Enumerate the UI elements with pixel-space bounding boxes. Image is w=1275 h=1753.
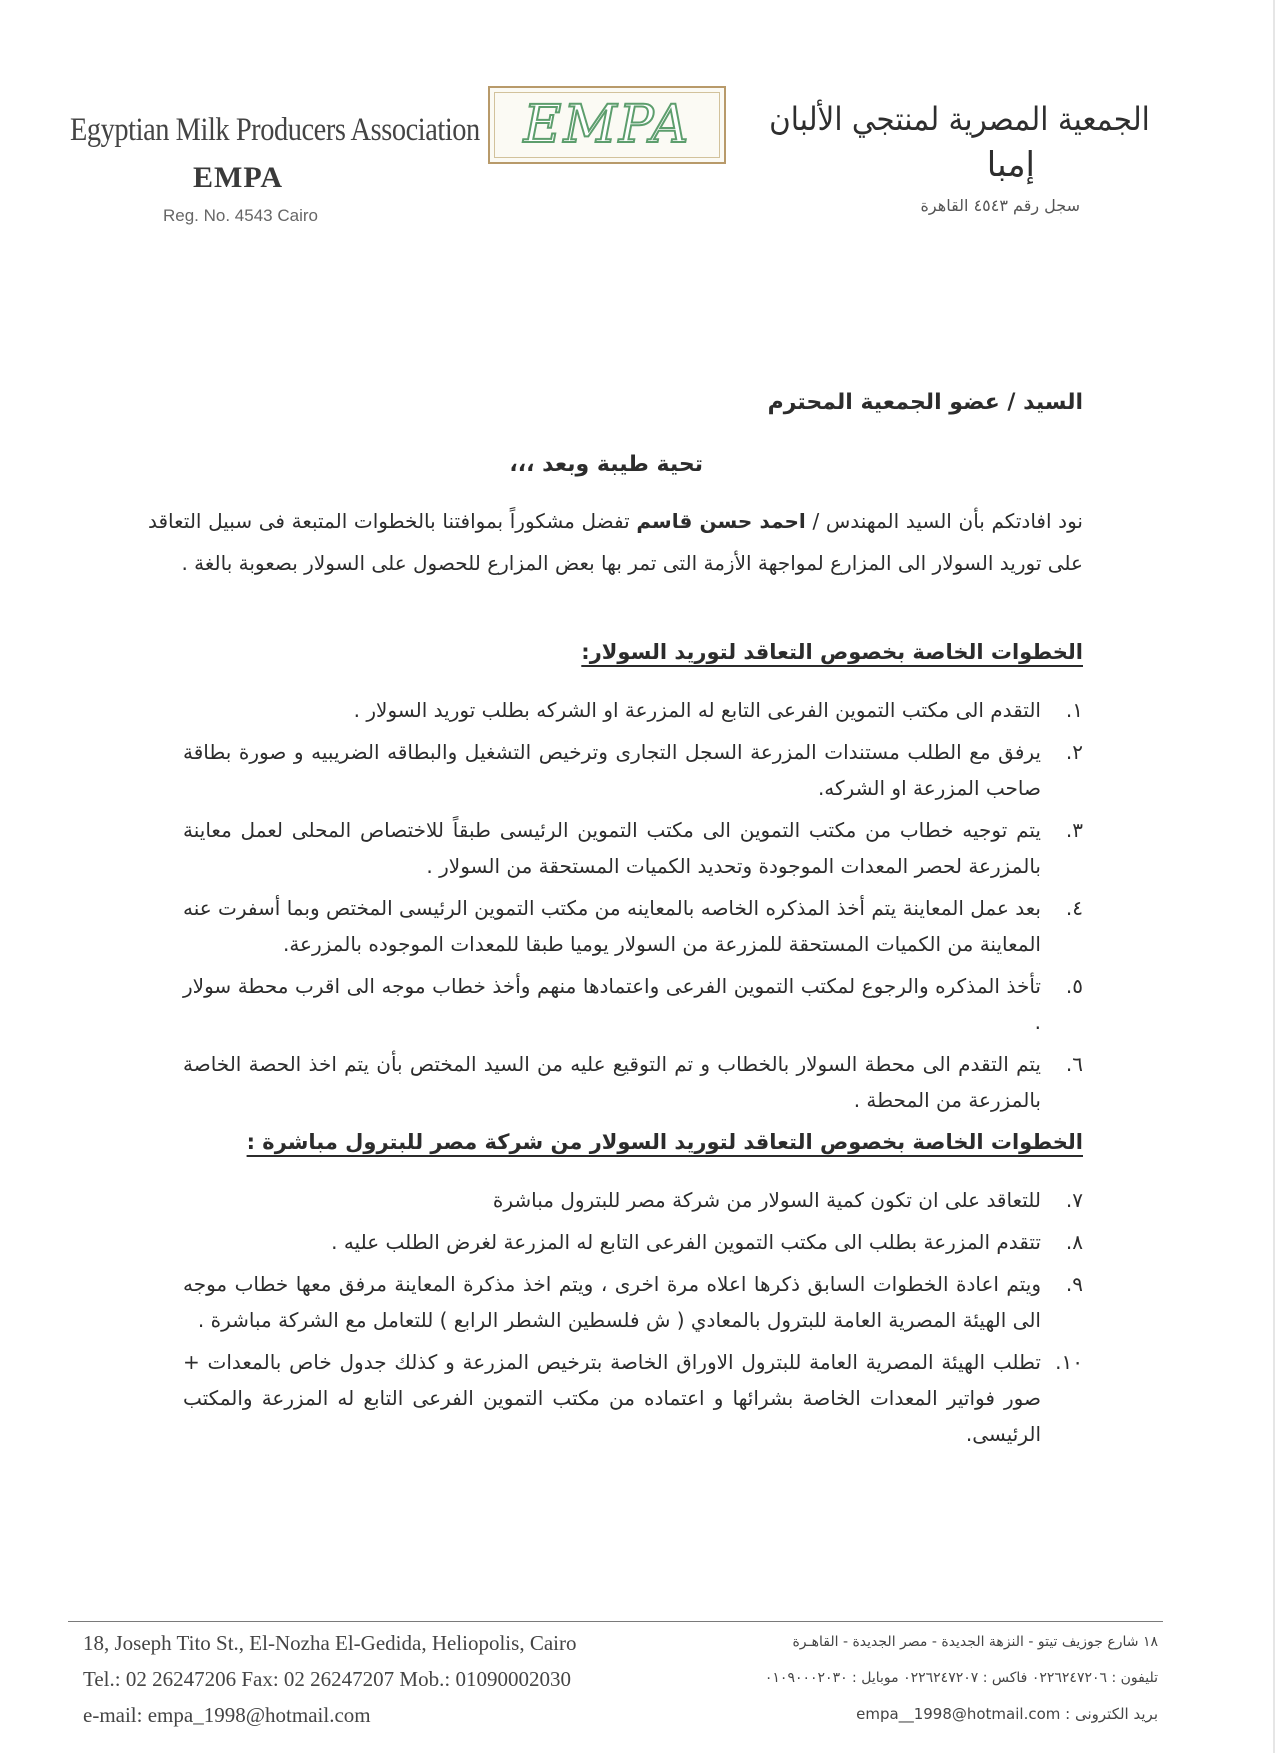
step-text: يتم التقدم الى محطة السولار بالخطاب و تم التوقيع عليه من السيد المختص بأن يتم اخذ الحصة الخاصة بالمزرعة من المحطة . bbox=[183, 1052, 1041, 1112]
section-heading-petroleum-company: الخطوات الخاصة بخصوص التعاقد لتوريد السولار من شركة مصر للبترول مباشرة : bbox=[246, 1130, 1083, 1154]
step-number: ٢. bbox=[1065, 740, 1083, 764]
list-item bbox=[183, 1046, 1083, 1118]
list-item bbox=[183, 692, 1083, 728]
step-number: ٦. bbox=[1065, 1052, 1083, 1076]
step-number: ١. bbox=[1065, 698, 1083, 722]
logo-text: EMPA bbox=[523, 95, 691, 155]
english-registration-number: Reg. No. 4543 Cairo bbox=[163, 206, 318, 225]
list-item bbox=[183, 1344, 1083, 1452]
steps-list-petroleum-company bbox=[183, 1182, 1083, 1458]
step-text: تطلب الهيئة المصرية العامة للبترول الاوراق الخاصة بترخيص المزرعة و كذلك جدول خاص بالمعدات + صور فواتير المعدات الخاصة بشرائها و اعتماده من مكتب التموين الفرعى التابع له المزرعة والمكتب الرئيسى. bbox=[183, 1350, 1041, 1446]
english-association-abbr: EMPA bbox=[193, 161, 284, 194]
arabic-association-abbr: إمبا bbox=[986, 145, 1035, 185]
list-item bbox=[183, 812, 1083, 884]
step-text: تتقدم المزرعة بطلب الى مكتب التموين الفرعى التابع له المزرعة لغرض الطلب عليه . bbox=[331, 1230, 1041, 1254]
arabic-registration-number: سجل رقم ٤٥٤٣ القاهرة bbox=[920, 196, 1080, 215]
step-number: ٤. bbox=[1065, 896, 1083, 920]
footer-divider bbox=[68, 1621, 1163, 1622]
step-text: يتم توجيه خطاب من مكتب التموين الى مكتب التموين الرئيسى طبقاً للاختصاص المحلى لعمل معاينة بالمزرعة لحصر المعدات الموجودة وتحديد الكميات المستحقة من السولار . bbox=[183, 818, 1041, 878]
step-text: تأخذ المذكره والرجوع لمكتب التموين الفرعى واعتمادها منهم وأخذ خطاب موجه الى اقرب محطة سولار . bbox=[183, 974, 1041, 1034]
step-text: بعد عمل المعاينة يتم أخذ المذكره الخاصه بالمعاينه من مكتب التموين الرئيسى المختص وبما أسفرت عنه المعاينة من الكميات المستحقة للمزرعة من السولار يوميا طبقا للمعدات الموجوده بالمزرعة. bbox=[183, 896, 1041, 956]
footer-english-email: e-mail: empa_1998@hotmail.com bbox=[83, 1703, 371, 1727]
step-number: ٨. bbox=[1065, 1230, 1083, 1254]
step-number: ٩. bbox=[1065, 1272, 1083, 1296]
intro-text-end: تفضل مشكوراً بموافتنا بالخطوات المتبعة فى سبيل التعاقد على توريد السولار الى المزارع لمواجهة الأزمة التى تمر بها بعض المزارع للحصول على السولار بصعوبة بالغة . bbox=[148, 509, 1083, 575]
steps-list-local-supply bbox=[183, 692, 1083, 1124]
step-number: ١٠. bbox=[1055, 1350, 1083, 1374]
step-text: يرفق مع الطلب مستندات المزرعة السجل التجارى وترخيص التشغيل والبطاقه الضريبيه و صورة بطاقة صاحب المزرعة او الشركه. bbox=[183, 740, 1041, 800]
intro-text-start: نود افادتكم بأن السيد المهندس / bbox=[805, 509, 1083, 533]
step-number: ٥. bbox=[1065, 974, 1083, 998]
list-item bbox=[183, 890, 1083, 962]
letter-intro-paragraph bbox=[148, 500, 1083, 584]
list-item bbox=[183, 734, 1083, 806]
step-number: ٣. bbox=[1065, 818, 1083, 842]
step-text: التقدم الى مكتب التموين الفرعى التابع له المزرعة او الشركه بطلب توريد السولار . bbox=[353, 698, 1041, 722]
arabic-association-name: الجمعية المصرية لمنتجي الألبان bbox=[769, 100, 1150, 138]
footer-arabic-address: ١٨ شارع جوزيف تيتو - النزهة الجديدة - مصر الجديدة - القاهـرة bbox=[792, 1634, 1158, 1650]
logo-frame bbox=[494, 92, 720, 158]
letter-salutation: السيد / عضو الجمعية المحترم bbox=[767, 390, 1083, 415]
list-item bbox=[183, 1182, 1083, 1218]
step-text: للتعاقد على ان تكون كمية السولار من شركة مصر للبترول مباشرة bbox=[492, 1188, 1041, 1212]
list-item bbox=[183, 1224, 1083, 1260]
step-text: ويتم اعادة الخطوات السابق ذكرها اعلاه مرة اخرى ، ويتم اخذ مذكرة المعاينة مرفق معها خطاب موجه الى الهيئة المصرية العامة للبترول بالمعادي ( ش فلسطين الشطر الرابع ) للتعامل مع الشركة مباشرة . bbox=[183, 1272, 1041, 1332]
step-number: ٧. bbox=[1065, 1188, 1083, 1212]
footer-arabic-email: بريد الكترونى : empa__1998@hotmail.com bbox=[856, 1705, 1158, 1723]
footer-english-address: 18, Joseph Tito St., El-Nozha El-Gedida, Heliopolis, Cairo bbox=[83, 1631, 577, 1655]
letter-greeting: تحية طيبة وبعد ،،، bbox=[509, 452, 703, 477]
list-item bbox=[183, 1266, 1083, 1338]
engineer-name: احمد حسن قاسم bbox=[636, 509, 806, 533]
list-item bbox=[183, 968, 1083, 1040]
english-association-name: Egyptian Milk Producers Association bbox=[70, 112, 480, 148]
footer-arabic-phones: تليفون : ٠٢٢٦٢٤٧٢٠٦ فاكس : ٠٢٢٦٢٤٧٢٠٧ موبايل : ٠١٠٩٠٠٠٢٠٣٠ bbox=[764, 1670, 1158, 1686]
empa-logo bbox=[488, 86, 726, 164]
section-heading-local-supply: الخطوات الخاصة بخصوص التعاقد لتوريد السولار: bbox=[581, 640, 1083, 664]
footer-english-phones: Tel.: 02 26247206 Fax: 02 26247207 Mob.: 01090002030 bbox=[83, 1667, 571, 1691]
